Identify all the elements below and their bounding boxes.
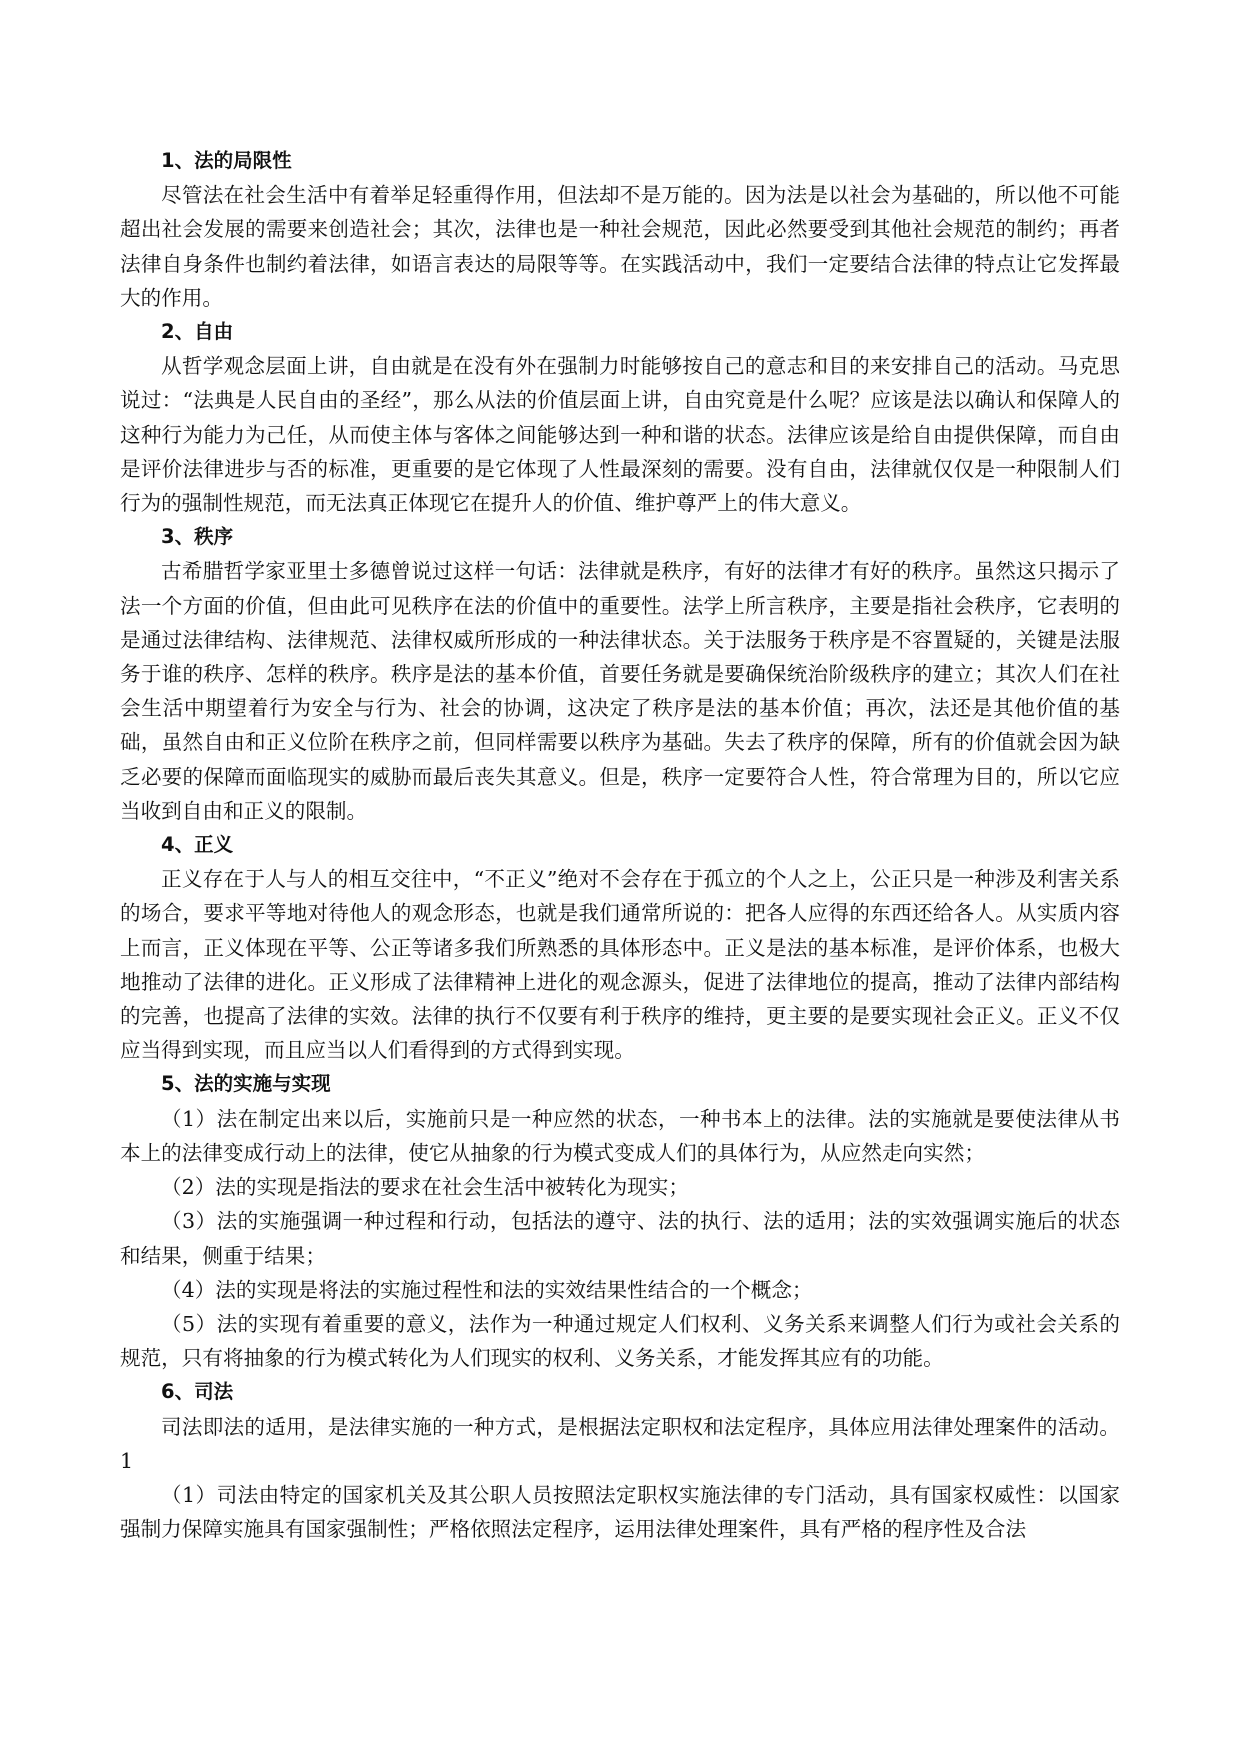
section-heading: 6、司法 [161, 1380, 234, 1404]
list-item: （1）法在制定出来以后，实施前只是一种应然的状态，一种书本上的法律。法的实施就是要使法律从书本上的法律变成行动上的法律，使它从抽象的行为模式变成人们的具体行为，从应然走向实然； [120, 1106, 1120, 1165]
section-heading: 2、自由 [161, 320, 234, 344]
section-5 [120, 1067, 1120, 1375]
document-page [120, 144, 1120, 1546]
section-6 [120, 1375, 1120, 1546]
section-heading: 1、法的局限性 [161, 149, 292, 172]
section-2 [120, 315, 1120, 520]
paragraph: 正义存在于人与人的相互交往中，“不正义”绝对不会存在于孤立的个人之上，公正只是一种涉及利害关系的场合，要求平等地对待他人的观念形态，也就是我们通常所说的：把各人应得的东西还给各人。从实质内容上而言，正义体现在平等、公正等诸多我们所熟悉的具体形态中。正义是法的基本标准，是评价体系，也极大地推动了法律的进化。正义形成了法律精神上进化的观念源头，促进了法律地位的提高，推动了法律内部结构的完善，也提高了法律的实效。法律的执行不仅要有利于秩序的维持，更主要的是要实现社会正义。正义不仅应当得到实现，而且应当以人们看得到的方式得到实现。 [120, 867, 1120, 1063]
list-item: （4）法的实现是将法的实施过程性和法的实效结果性结合的一个概念； [161, 1277, 813, 1302]
paragraph: 尽管法在社会生活中有着举足轻重得作用，但法却不是万能的。因为法是以社会为基础的，所以他不可能超出社会发展的需要来创造社会；其次，法律也是一种社会规范，因此必然要受到其他社会规范的制约；再者法律自身条件也制约着法律，如语言表达的局限等等。在实践活动中，我们一定要结合法律的特点让它发挥最大的作用。 [120, 183, 1120, 310]
list-item: （2）法的实现是指法的要求在社会生活中被转化为现实； [161, 1175, 689, 1200]
section-4 [120, 828, 1120, 1067]
section-1 [120, 144, 1120, 315]
paragraph: 司法即法的适用，是法律实施的一种方式，是根据法定职权和法定程序，具体应用法律处理案件的活动。1 [120, 1414, 1120, 1473]
paragraph: 从哲学观念层面上讲，自由就是在没有外在强制力时能够按自己的意志和目的来安排自己的活动。马克思说过：“法典是人民自由的圣经”，那么从法的价值层面上讲，自由究竟是什么呢？应该是法以确认和保障人的这种行为能力为己任，从而使主体与客体之间能够达到一种和谐的状态。法律应该是给自由提供保障，而自由是评价法律进步与否的标准，更重要的是它体现了人性最深刻的需要。没有自由，法律就仅仅是一种限制人们行为的强制性规范，而无法真正体现它在提升人的价值、维护尊严上的伟大意义。 [120, 354, 1120, 516]
list-item: （3）法的实施强调一种过程和行动，包括法的遵守、法的执行、法的适用；法的实效强调实施后的状态和结果，侧重于结果； [120, 1209, 1120, 1268]
section-heading: 5、法的实施与实现 [161, 1072, 331, 1096]
section-3 [120, 520, 1120, 828]
section-heading: 4、正义 [161, 833, 234, 857]
list-item: （5）法的实现有着重要的意义，法作为一种通过规定人们权利、义务关系来调整人们行为或社会关系的规范，只有将抽象的行为模式转化为人们现实的权利、义务关系，才能发挥其应有的功能。 [120, 1311, 1120, 1371]
list-item: （1）司法由特定的国家机关及其公职人员按照法定职权实施法律的专门活动，具有国家权威性：以国家强制力保障实施具有国家强制性；严格依照法定程序，运用法律处理案件，具有严格的程序性及合法 [120, 1482, 1120, 1542]
paragraph: 古希腊哲学家亚里士多德曾说过这样一句话：法律就是秩序，有好的法律才有好的秩序。虽然这只揭示了法一个方面的价值，但由此可见秩序在法的价值中的重要性。法学上所言秩序，主要是指社会秩序，它表明的是通过法律结构、法律规范、法律权威所形成的一种法律状态。关于法服务于秩序是不容置疑的，关键是法服务于谁的秩序、怎样的秩序。秩序是法的基本价值，首要任务就是要确保统治阶级秩序的建立；其次人们在社会生活中期望着行为安全与行为、社会的协调，这决定了秩序是法的基本价值；再次，法还是其他价值的基础，虽然自由和正义位阶在秩序之前，但同样需要以秩序为基础。失去了秩序的保障，所有的价值就会因为缺乏必要的保障而面临现实的威胁而最后丧失其意义。但是，秩序一定要符合人性，符合常理为目的，所以它应当收到自由和正义的限制。 [120, 559, 1120, 823]
section-heading: 3、秩序 [161, 525, 234, 549]
